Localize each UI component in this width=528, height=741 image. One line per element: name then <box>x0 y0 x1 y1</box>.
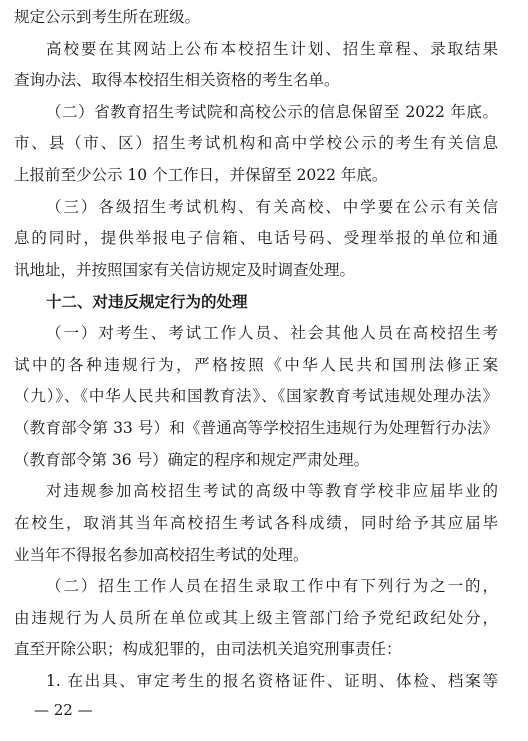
text-line: 查询办法、取得本校招生相关资格的考生名单。 <box>14 71 340 89</box>
text-line: 对违规参加高校招生考试的高级中等教育学校非应届毕业的 <box>46 482 498 500</box>
text-line: 高校要在其网站上公布本校招生计划、招生章程、录取结果 <box>46 40 498 58</box>
text-line: （一）对考生、考试工作人员、社会其他人员在高校招生考 <box>46 324 498 342</box>
text-line: （九）》、《中华人民共和国教育法》、《国家教育考试违规处理办法》 <box>14 387 498 405</box>
text-line: （三）各级招生考试机构、有关高校、中学要在公示有关信 <box>46 198 498 216</box>
text-line: 直至开除公职；构成犯罪的，由司法机关追究刑事责任： <box>14 640 402 658</box>
text-line: 上报前至少公示 10 个工作日，并保留至 2022 年底。 <box>14 166 388 184</box>
text-line: 市、县（市、区）招生考试机构和高中学校公示的考生有关信息 <box>14 134 498 152</box>
text-line: 规定公示到考生所在班级。 <box>14 8 201 26</box>
text-line: （教育部令第 33 号）和《普通高等学校招生违规行为处理暂行办法》 <box>14 419 498 437</box>
section-heading: 十二、对违反规定行为的处理 <box>46 293 248 311</box>
text-line: （二）招生工作人员在招生录取工作中有下列行为之一的， <box>46 577 498 595</box>
text-line: 试中的各种违规行为，严格按照《中华人民共和国刑法修正案 <box>14 356 498 374</box>
page-number: — 22 — <box>34 701 93 719</box>
text-line: （二）省教育招生考试院和高校公示的信息保留至 2022 年底。 <box>46 103 498 121</box>
text-line: 业当年不得报名参加高校招生考试的处理。 <box>14 546 309 564</box>
text-line: 在校生，取消其当年高校招生考试各科成绩，同时给予其应届毕 <box>14 514 498 532</box>
text-line: （教育部令第 36 号）确定的程序和规定严肃处理。 <box>14 451 370 469</box>
text-line: 讯地址，并按照国家有关信访规定及时调查处理。 <box>14 261 356 279</box>
text-line: 息的同时，提供举报电子信箱、电话号码、受理举报的单位和通 <box>14 229 498 247</box>
text-line: 1. 在出具、审定考生的报名资格证件、证明、体检、档案等 <box>46 672 498 690</box>
text-line: 由违规行为人员所在单位或其上级主管部门给予党纪政纪处分， <box>14 609 498 627</box>
